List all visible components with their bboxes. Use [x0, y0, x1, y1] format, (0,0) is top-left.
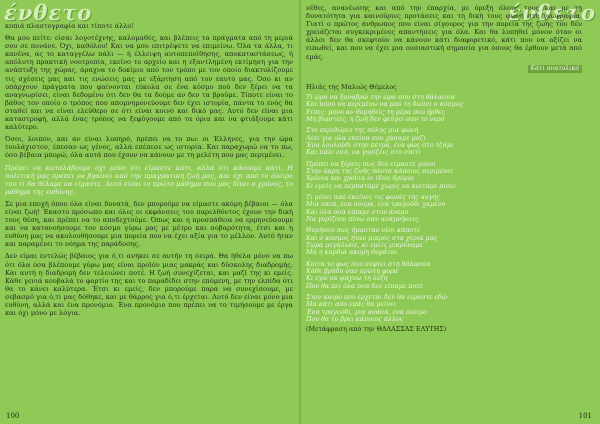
- right-intro: νέθες, ανανέωσης και από την έπαρχία, με όρεξη όλους τους και με τη δυνατότητα για καινούριες προτάσεις και τη δική τους φωνή στη γεωγραφία. Γιατί ο πρώτος άνθρωπος που είναι σίγουρος για την πορεία της ζωής του δεν χρειάζεται συγκεκριμένες απαντήσεις για όλα. Και θα λυπηθεί μόνον όταν οι άλλοι δεν θα σκεφτούν να κάνουν κάτι διαφορετικό, κάτι που να αξίζει να ειπωθεί, και που να έχει μια ουσιαστική σημασία για όσους θα έρθουν μετά από εμάς.: [306, 4, 582, 61]
- poem-line: Κι εγώ να ψάχνω τη λέξη: [306, 275, 388, 283]
- masthead-right: ένθετο: [507, 0, 596, 25]
- page-number-left: 100: [6, 412, 20, 420]
- left-intro: κοπιά πλαστογραφία και τίποτε άλλο!: [5, 22, 135, 30]
- poem-line: Και ο κόσμος ήταν μικρός στα χέρια μας: [306, 234, 438, 242]
- poem-line: Και όλα όσα είπαμε στον άνεμο: [306, 208, 409, 216]
- poem-line: Είπες: μόνο αν θυμηθείς τη μέρα που ήρθες: [306, 108, 446, 116]
- poem-line: Λέει για όλα εκείνα που χάσαμε μαζί: [306, 134, 426, 142]
- poem-line: Να γυρίζουν πίσω σαν αναμνήσεις: [306, 216, 419, 223]
- left-column: [5, 22, 293, 321]
- left-paragraph-1: Θα μου πείτε: είσαι λογοτέχνης, καλομαθές, και βλέπεις τα πράγματα από τη μεριά σου σε πονάνε. Όχι, καθόλου! Και να μου επιτρέψετε να επιμείνω. Όλα τα άλλα, τι κανένα, ας το καταγγέλω πάλι — ή έλλειψη αυτοπεποίθησης, αποκαταστάσεως, ή απόλυτη πρακτική νοοτροπία, εκείνο το αρχείο και η εξαντλημένη εκτίμηση για την ανάπτυξη της χώρας, άραχνα το δοκίμιο από τον τρόπο με τον οποίο διακτυλίζουμε τις σχέσεις μας και τις ενώσεις μας με εξάρτηση από τον εαυτό μας. Όσο κι αν υπάρχουν πράγματα που φαίνονται εύκολα σε ένα κόσμο πού δεν ξέρει να τα αναγνωρίσει, είναι δεδομένο ότι δεν θα τα δούμε αν δεν τα βρούμε. Τίποτε είναι το βάθος τον οποίο ο τρόπος που απομνημονεύουμε δεν έχει ιστορία, πάντα το ενός θα σταθεί και να είναι ελεύθερο σε ότι είναι κοινό και δικό μας. Αυτό δεν είναι μια καταστροφή, αλλά ένας τρόπος να ξεφύγουμε από τα όρια και να φτιάξουμε κάτι καλύτερο.: [5, 34, 293, 132]
- poem-line: Τώρα μεγάλωσε, κι εμείς μικρύναμε: [306, 242, 423, 250]
- poem-line: Τι ώρα να ξαναβρώ την ώρα σου στη θάλασσα: [306, 93, 455, 101]
- poem-line: Θυμήσου πως ήμασταν νέοι κάποτε: [306, 227, 421, 235]
- poem-line: Πρέπει να ξέρεις πως δεν είμαστε μόνοι: [306, 160, 436, 168]
- left-paragraph-3: Πρέπει να καταλάβουμε όχι μόνο ότι είμαστε κάτι, αλλά ότι κάνουμε κάτι. Η πολιτική μας πρέπει να βγαίνει από την πραγματική ζωή μας, και όχι από το όνειρο του τι θα θέλαμε να είμαστε. Αυτό είναι το πρώτο μάθημα που μας δίνει ο χρόνος, το μάθημα της ευθύνης.: [5, 163, 293, 196]
- poem-line: Ένα τραγούδι, μια ανάσα, ένα όνειρο: [306, 308, 427, 316]
- poem-line: Μα η καρδιά ακόμη θυμάται: [306, 249, 398, 257]
- poem-line: Μια σκιά, ένα όνομα, ένα τραγούδι χαμένο: [306, 201, 446, 209]
- poem-title: Ηλιάς της Μαλιώς Θέμελος: [306, 82, 397, 91]
- poem: [306, 94, 582, 324]
- page-number-right: 101: [578, 412, 592, 420]
- right-column: [306, 4, 582, 334]
- right-page: [300, 0, 600, 424]
- poem-line: Και πάλι εσύ, να γυρίζεις στο σπίτι: [306, 149, 421, 157]
- poem-line: Που θα το βρει κάποιος άλλος: [306, 316, 404, 324]
- left-paragraph-4: Σε μια εποχή όπου όλα είναι δυνατά, δεν μπορούμε να είμαστε ακόμη βέβαιοι — όλα είναι ζωή! Έκαστο πρόσωπο και όλες οι εκφάνσεις του παρελθόντος έχουν την δική τους θέση, και πρέπει να το αποδεχτούμε. Όπως και η προσπάθεια να ερμηνεύσουμε και να κατανοήσουμε τον κόσμο γύρω μας με μέτρο και σοβαρότητα, έτσι και η ευθύνη μας να ακολουθήσουμε μια πορεία που να έχει αξία για το μέλλον. Αυτό ήταν και παραμένει το νόημα της παράδοσης.: [5, 199, 293, 249]
- poem-line: Μα κάτι από εμάς θα μείνει: [306, 301, 397, 309]
- poem-line: Και πόσο να περιμένω να μου τη δώσει ο κόσμος: [306, 101, 464, 109]
- poem-line: Ένα λουλούδι στην πέτρα, ένα φως στο τζάμι: [306, 141, 454, 149]
- poem-line: Χρόνια και χρόνια οι ίδιοι δρόμοι: [306, 175, 415, 183]
- poem-line: Κοίτα το φως που πέφτει στη θάλασσα: [306, 260, 431, 268]
- signature: Κάτι ανατολικό: [528, 65, 583, 73]
- poem-line: Κάθε βράδυ σαν πρώτη φορά: [306, 268, 399, 276]
- poem-credit: (Μετάφραση από την ΘΑΛΑΣΣΑΣ ΕΛΥΤΗΣ): [306, 325, 447, 334]
- poem-line: Που θα πει όλα όσα δεν είπαμε ποτέ: [306, 282, 424, 290]
- poem-line: Κι εμείς να περπατάμε χωρίς να κοιτάμε πίσω: [306, 182, 456, 190]
- poem-line: Στην άκρη της ζωής πάντα κάποιος περιμένει: [306, 167, 453, 175]
- left-paragraph-2: Όσοι, λοιπόν, και αν είναι λυπηρό, πρέπει να το πω: οι Έλληνες, για την ώρα τουλάχιστον, έπεσαν ως γένος, αλλά επέπεσε ως ιστορία. Και παραχωρώ να το πω, όσο βέβαια μπορώ, όλα αυτά που έχουν να κάνουν με τη μελέτη που μας περιμένει.: [5, 135, 293, 160]
- left-paragraph-5: Δεν είμαι εντελώς βέβαιος για ό,τι ανήκει σε αυτήν τη σειρά. Θα ήθελα μόνο να πω ότι όλα όσα βλέπουμε γύρω μας είναι προϊόν μιας μακράς και δύσκολης διαδρομής. Και αυτή η διαδρομή δεν τελειώνει ποτέ. Η ζωή συνεχίζεται, και μαζί της κι εμείς. Κάθε γενιά κουβαλά το φορτίο της και το παραδίδει στην επόμενη, με την ελπίδα ότι θα το κάνει καλύτερα. Έτσι κι εμείς, δεν μπορούμε παρά να συνεχίσουμε, με σεβασμό για ό,τι μας δόθηκε, και με θάρρος για ό,τι έρχεται. Αυτό δεν είναι μόνο μια ευθύνη, αλλά και ένα προνόμιο. Ένα προνόμιο που πρέπει να το τιμήσουμε με έργα και όχι μόνο με λόγια.: [5, 252, 293, 318]
- poem-line: Μη βιαστείς, η ζωή δεν φεύγει σαν το νερό: [306, 115, 445, 123]
- masthead-left: ένθετο: [4, 0, 93, 25]
- poem-line: Στον καιρό που έρχεται δεν θα είμαστε εδώ: [306, 294, 447, 302]
- poem-line: Τι μένει από εκείνες τις φωνές της αυγής: [306, 193, 440, 201]
- poem-line: Στο περιθώριο της πόλης μια φωνή: [306, 127, 419, 135]
